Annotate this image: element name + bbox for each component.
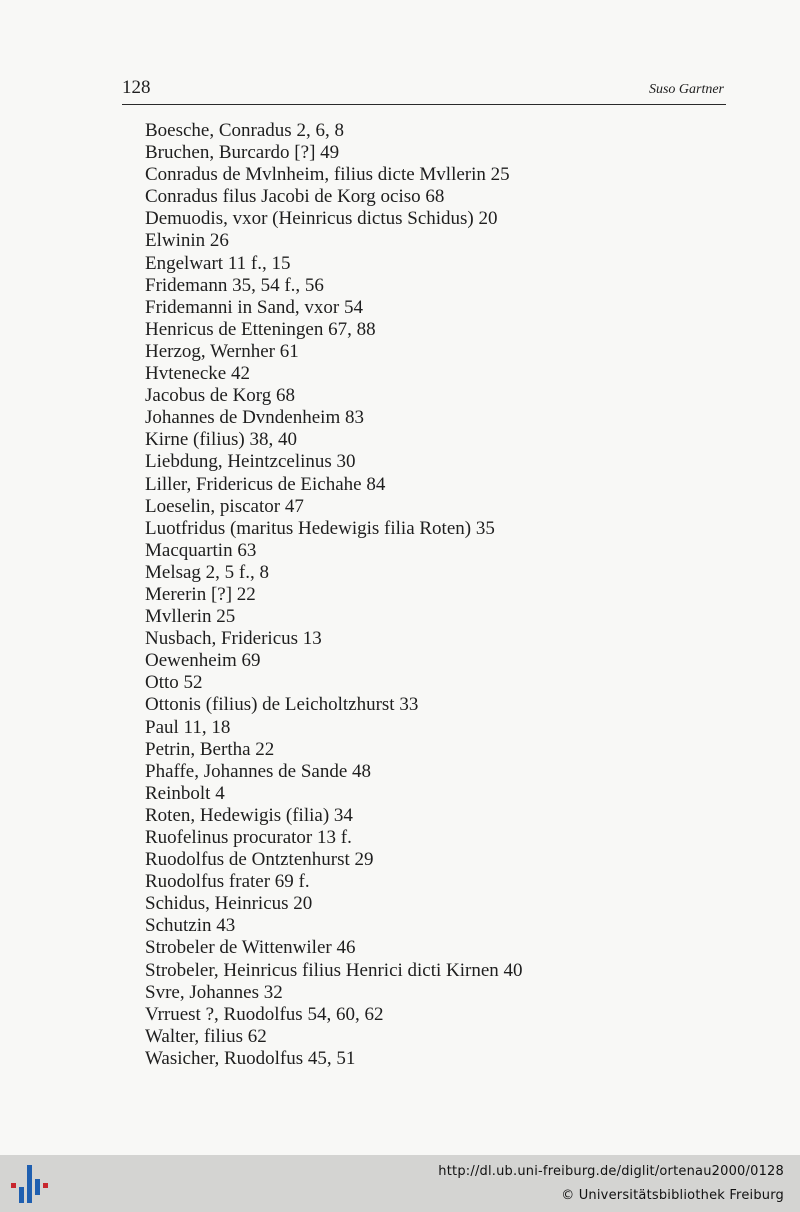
index-entry: Jacobus de Korg 68 [145, 385, 296, 407]
viewer-footer [0, 1155, 800, 1212]
index-entry: Liller, Fridericus de Eichahe 84 [145, 473, 386, 495]
index-entry: Liebdung, Heintzcelinus 30 [145, 451, 356, 473]
index-entry: Melsag 2, 5 f., 8 [145, 561, 270, 583]
index-entry: Reinbolt 4 [145, 782, 225, 804]
index-entry: Oewenheim 69 [145, 650, 261, 672]
logo-bar-3 [27, 1165, 32, 1203]
index-entry: Conradus filus Jacobi de Korg ociso 68 [145, 186, 445, 208]
index-entry: Conradus de Mvlnheim, filius dicte Mvllerin 25 [145, 164, 510, 186]
index-entry: Vrruest ?, Ruodolfus 54, 60, 62 [145, 1003, 384, 1025]
index-entry: Phaffe, Johannes de Sande 48 [145, 760, 372, 782]
running-head: Suso Gartner [648, 82, 724, 97]
index-entry: Ruodolfus de Ontztenhurst 29 [145, 849, 374, 871]
index-entry: Fridemanni in Sand, vxor 54 [145, 296, 363, 318]
index-entry: Elwinin 26 [145, 230, 229, 252]
logo-bar-5 [43, 1183, 48, 1188]
index-entry: Luotfridus (maritus Hedewigis filia Roten) 35 [145, 517, 495, 539]
index-entry: Kirne (filius) 38, 40 [145, 429, 297, 451]
index-entry: Wasicher, Ruodolfus 45, 51 [145, 1047, 356, 1069]
index-entry: Svre, Johannes 32 [145, 981, 283, 1003]
index-entry: Johannes de Dvndenheim 83 [145, 407, 364, 429]
index-entry: Mererin [?] 22 [145, 583, 256, 605]
index-entry: Paul 11, 18 [145, 716, 231, 738]
index-entry: Schutzin 43 [145, 915, 236, 937]
index-entry: Ruodolfus frater 69 f. [145, 871, 310, 893]
index-entry: Roten, Hedewigis (filia) 34 [145, 804, 353, 826]
logo-bar-2 [19, 1187, 24, 1203]
ub-freiburg-logo-icon[interactable] [8, 1163, 52, 1205]
index-entry: Demuodis, vxor (Heinricus dictus Schidus) 20 [145, 208, 498, 230]
index-entry: Loeselin, piscator 47 [145, 495, 304, 517]
page-header [122, 74, 726, 105]
logo-bar-4 [35, 1179, 40, 1195]
index-entry: Henricus de Etteningen 67, 88 [145, 318, 376, 340]
index-entry: Engelwart 11 f., 15 [145, 252, 291, 274]
index-entry: Fridemann 35, 54 f., 56 [145, 274, 324, 296]
logo-bar-1 [11, 1183, 16, 1188]
index-entry: Bruchen, Burcardo [?] 49 [145, 142, 340, 164]
page-number: 128 [122, 77, 151, 98]
index-entry: Hvtenecke 42 [145, 363, 250, 385]
index-entry: Macquartin 63 [145, 539, 257, 561]
index-entry: Otto 52 [145, 672, 203, 694]
index-list [145, 120, 665, 1070]
index-entry: Mvllerin 25 [145, 606, 236, 628]
index-entry: Strobeler de Wittenwiler 46 [145, 937, 356, 959]
index-entry: Ruofelinus procurator 13 f. [145, 827, 352, 848]
index-entry: Ottonis (filius) de Leicholtzhurst 33 [145, 694, 419, 716]
index-entry: Strobeler, Heinricus filius Henrici dicti Kirnen 40 [145, 959, 523, 981]
logo-graphic [8, 1163, 52, 1205]
index-entry: Schidus, Heinricus 20 [145, 893, 313, 915]
index-entry: Walter, filius 62 [145, 1025, 267, 1047]
index-entry: Petrin, Bertha 22 [145, 738, 275, 760]
index-entry: Nusbach, Fridericus 13 [145, 628, 322, 650]
index-entry: Boesche, Conradus 2, 6, 8 [145, 120, 344, 141]
copyright-notice: © Universitätsbibliothek Freiburg [561, 1188, 784, 1203]
source-url-link[interactable]: http://dl.ub.uni-freiburg.de/diglit/ortenau2000/0128 [438, 1164, 784, 1179]
index-entry: Herzog, Wernher 61 [145, 340, 299, 362]
